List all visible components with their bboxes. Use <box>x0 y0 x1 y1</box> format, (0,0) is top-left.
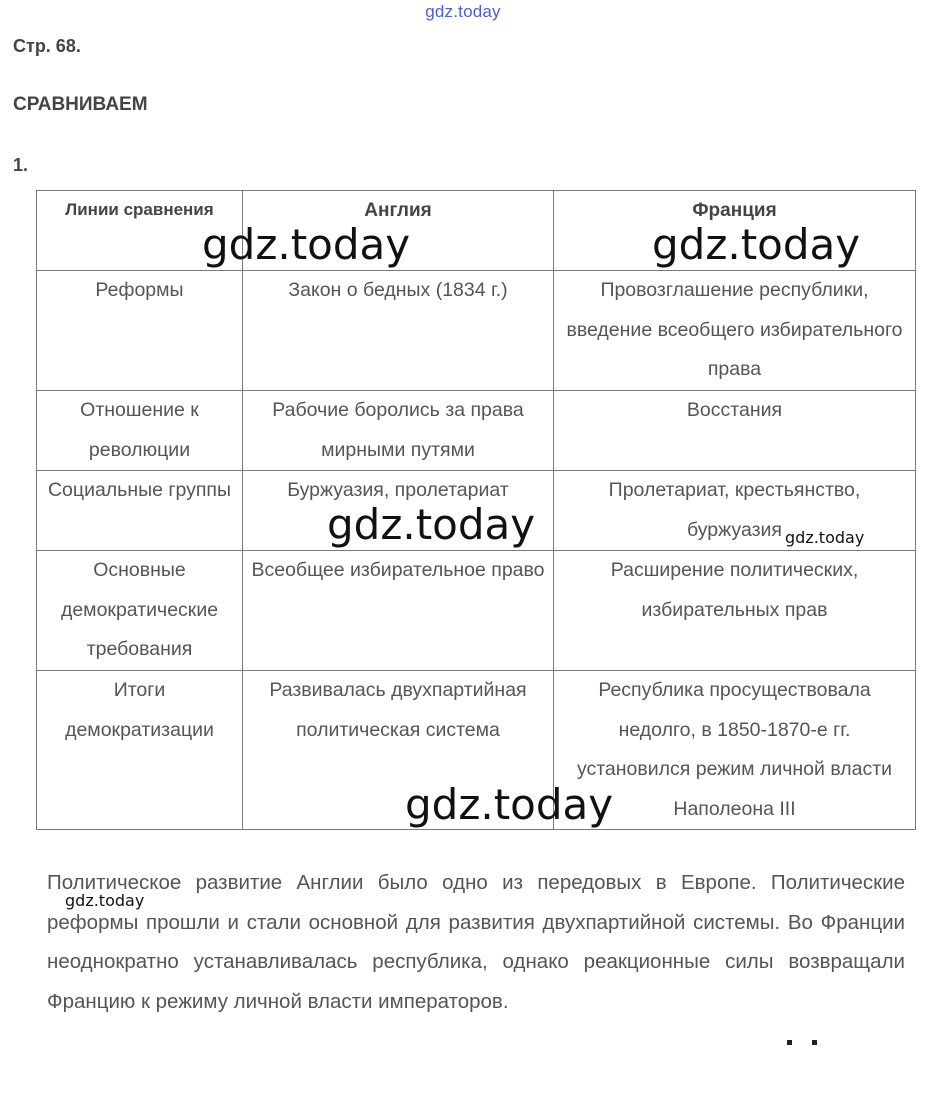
page-reference: Стр. 68. <box>13 36 81 56</box>
section-title: СРАВНИВАЕМ <box>13 94 148 115</box>
cell-england: Закон о бедных (1834 г.) <box>243 271 554 391</box>
summary-paragraph: Политическое развитие Англии было одно из передовых в Европе. Политические реформы прошли и стали основной для развития двухпартийной системы. Во Франции неоднократно устанавливалась республика, однако реакционные силы возвращали Францию к режиму личной власти императоров. <box>47 871 905 1013</box>
cell-criterion: Отношение к революции <box>37 391 243 471</box>
watermark-overlay: gdz.today <box>652 220 861 269</box>
cell-england: Всеобщее избирательное право <box>243 551 554 671</box>
watermark-overlay: gdz.today <box>202 220 411 269</box>
watermark-overlay: gdz.today <box>405 780 614 829</box>
table-row <box>37 271 916 391</box>
cell-criterion: Итоги демократизации <box>37 671 243 830</box>
header-england: Англия <box>243 191 554 271</box>
table-row <box>37 551 916 671</box>
decorative-dot <box>812 1040 817 1045</box>
cell-criterion: Реформы <box>37 271 243 391</box>
cell-england: Развивалась двухпартийная политическая система <box>243 671 554 830</box>
cell-criterion: Основные демократические требования <box>37 551 243 671</box>
cell-france: Пролетариат, крестьянство, буржуазия <box>554 471 916 551</box>
watermark-overlay: gdz.today <box>65 891 145 910</box>
decorative-dot <box>787 1040 792 1045</box>
watermark-overlay: gdz.today <box>327 500 536 549</box>
cell-france: Расширение политических, избирательных прав <box>554 551 916 671</box>
cell-france: Восстания <box>554 391 916 471</box>
header-criterion: Линии сравнения <box>37 191 243 271</box>
top-watermark: gdz.today <box>425 2 501 21</box>
watermark-overlay: gdz.today <box>785 528 865 547</box>
cell-france: Республика просуществовала недолго, в 1850-1870-е гг. установился режим личной власти Наполеона III <box>554 671 916 830</box>
cell-england: Рабочие боролись за права мирными путями <box>243 391 554 471</box>
cell-france: Провозглашение республики, введение всеобщего избирательного права <box>554 271 916 391</box>
table-row <box>37 391 916 471</box>
cell-criterion: Социальные группы <box>37 471 243 551</box>
cell-england: Буржуазия, пролетариат <box>243 471 554 551</box>
task-number: 1. <box>13 155 29 175</box>
header-france: Франция <box>554 191 916 271</box>
